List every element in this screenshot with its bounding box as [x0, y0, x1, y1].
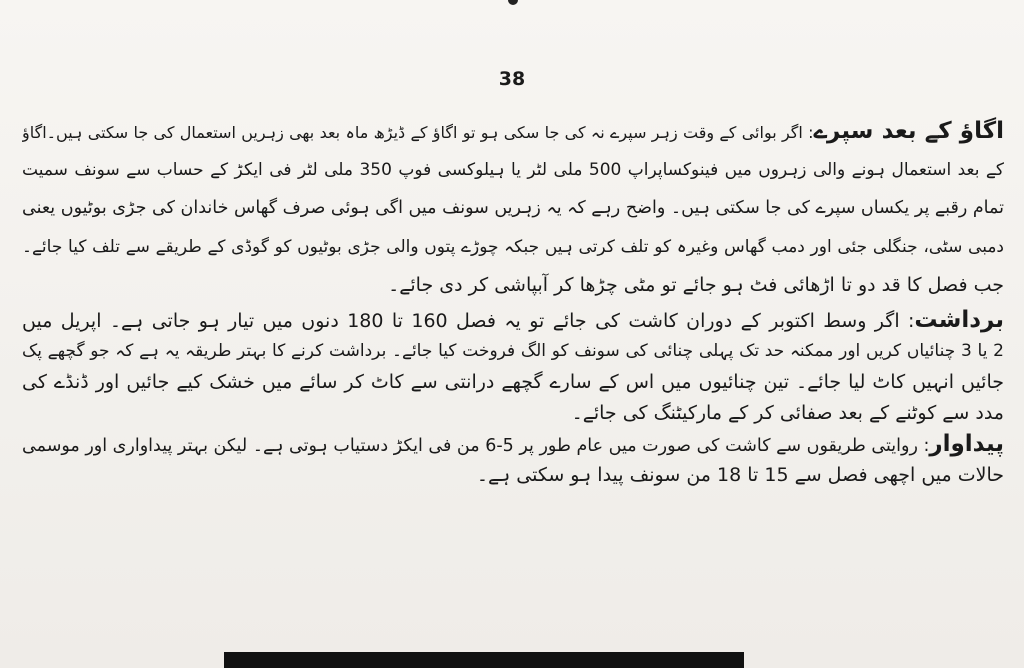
section-heading: پیداوار	[929, 430, 1004, 457]
text-line: برداشت: اگر وسط اکتوبر کے دوران کاشت کی جائے تو یہ فصل 160 تا 180 دنوں میں تیار ہو جاتی ہے۔ اپریل میں	[22, 306, 1004, 333]
text-line: جب فصل کا قد دو تا اڑھائی فٹ ہو جائے تو مٹی چڑھا کر آبپاشی کر دی جائے۔	[388, 274, 1004, 296]
text-line: پیداوار: روایتی طریقوں سے کاشت کی صورت میں عام طور پر 5-6 من فی ایکڑ دستیاب ہوتی ہے۔ لیکن بہتر پیداواری اور موسمی	[22, 430, 1004, 457]
text-line: تمام رقبے پر یکساں سپرے کی جا سکتی ہیں۔ واضح رہے کہ یہ زہریں سونف میں اگی ہوئی صرف گھاس خاندان کی جڑی بوٹیوں یعنی	[22, 198, 1004, 218]
paragraph-yield	[22, 429, 1004, 491]
section-heading: اگاؤ کے بعد سپرے	[813, 118, 1004, 144]
text-line: کے بعد استعمال ہونے والی زہروں میں فینوکساپراپ 500 ملی لٹر یا ہیلوکسی فوپ 350 ملی لٹر فی ایکڑ کے حساب سے سونف سمیت	[22, 159, 1004, 180]
text-line: 2 یا 3 چنائیاں کریں اور ممکنہ حد تک پہلی چنائی کی سونف کو الگ فروخت کیا جائے۔ برداشت کرنے کا بہتر طریقہ یہ ہے کہ جو گچھے پک	[22, 340, 1004, 361]
paragraph-harvesting	[22, 305, 1004, 429]
body-text	[22, 112, 1004, 491]
text-line: اگاؤ کے بعد سپرے: اگر بوائی کے وقت زہر سپرے نہ کی جا سکی ہو تو اگاؤ کے ڈیڑھ ماہ بعد بھی زہریں استعمال کی جا سکتی ہیں۔اگاؤ	[22, 118, 1004, 144]
scan-mark	[508, 0, 518, 5]
text-line: مدد سے کوٹنے کے بعد صفائی کر کے مارکیٹنگ کی جائے۔	[571, 401, 1004, 424]
text-line: جائیں انہیں کاٹ لیا جائے۔ تین چنائیوں میں اس کے سارے گچھے درانتی سے کاٹ کر سائے میں خشک کیے جائیں اور ڈنڈے کی	[22, 370, 1004, 393]
text-line: دمبی سٹی، جنگلی جئی اور دمب گھاس وغیرہ کو تلف کرتی ہیں جبکہ چوڑے پتوں والی جڑی بوٹیوں کو گوڈی کے طریقے سے تلف کیا جائے۔	[22, 236, 1004, 257]
footer-bar	[224, 652, 744, 668]
page-number: 38	[498, 68, 526, 90]
text-line: حالات میں اچھی فصل سے 15 تا 18 من سونف پیدا ہو سکتی ہے۔	[476, 463, 1004, 486]
section-heading: برداشت	[914, 306, 1004, 333]
paragraph-post-emergence-spray	[22, 112, 1004, 305]
